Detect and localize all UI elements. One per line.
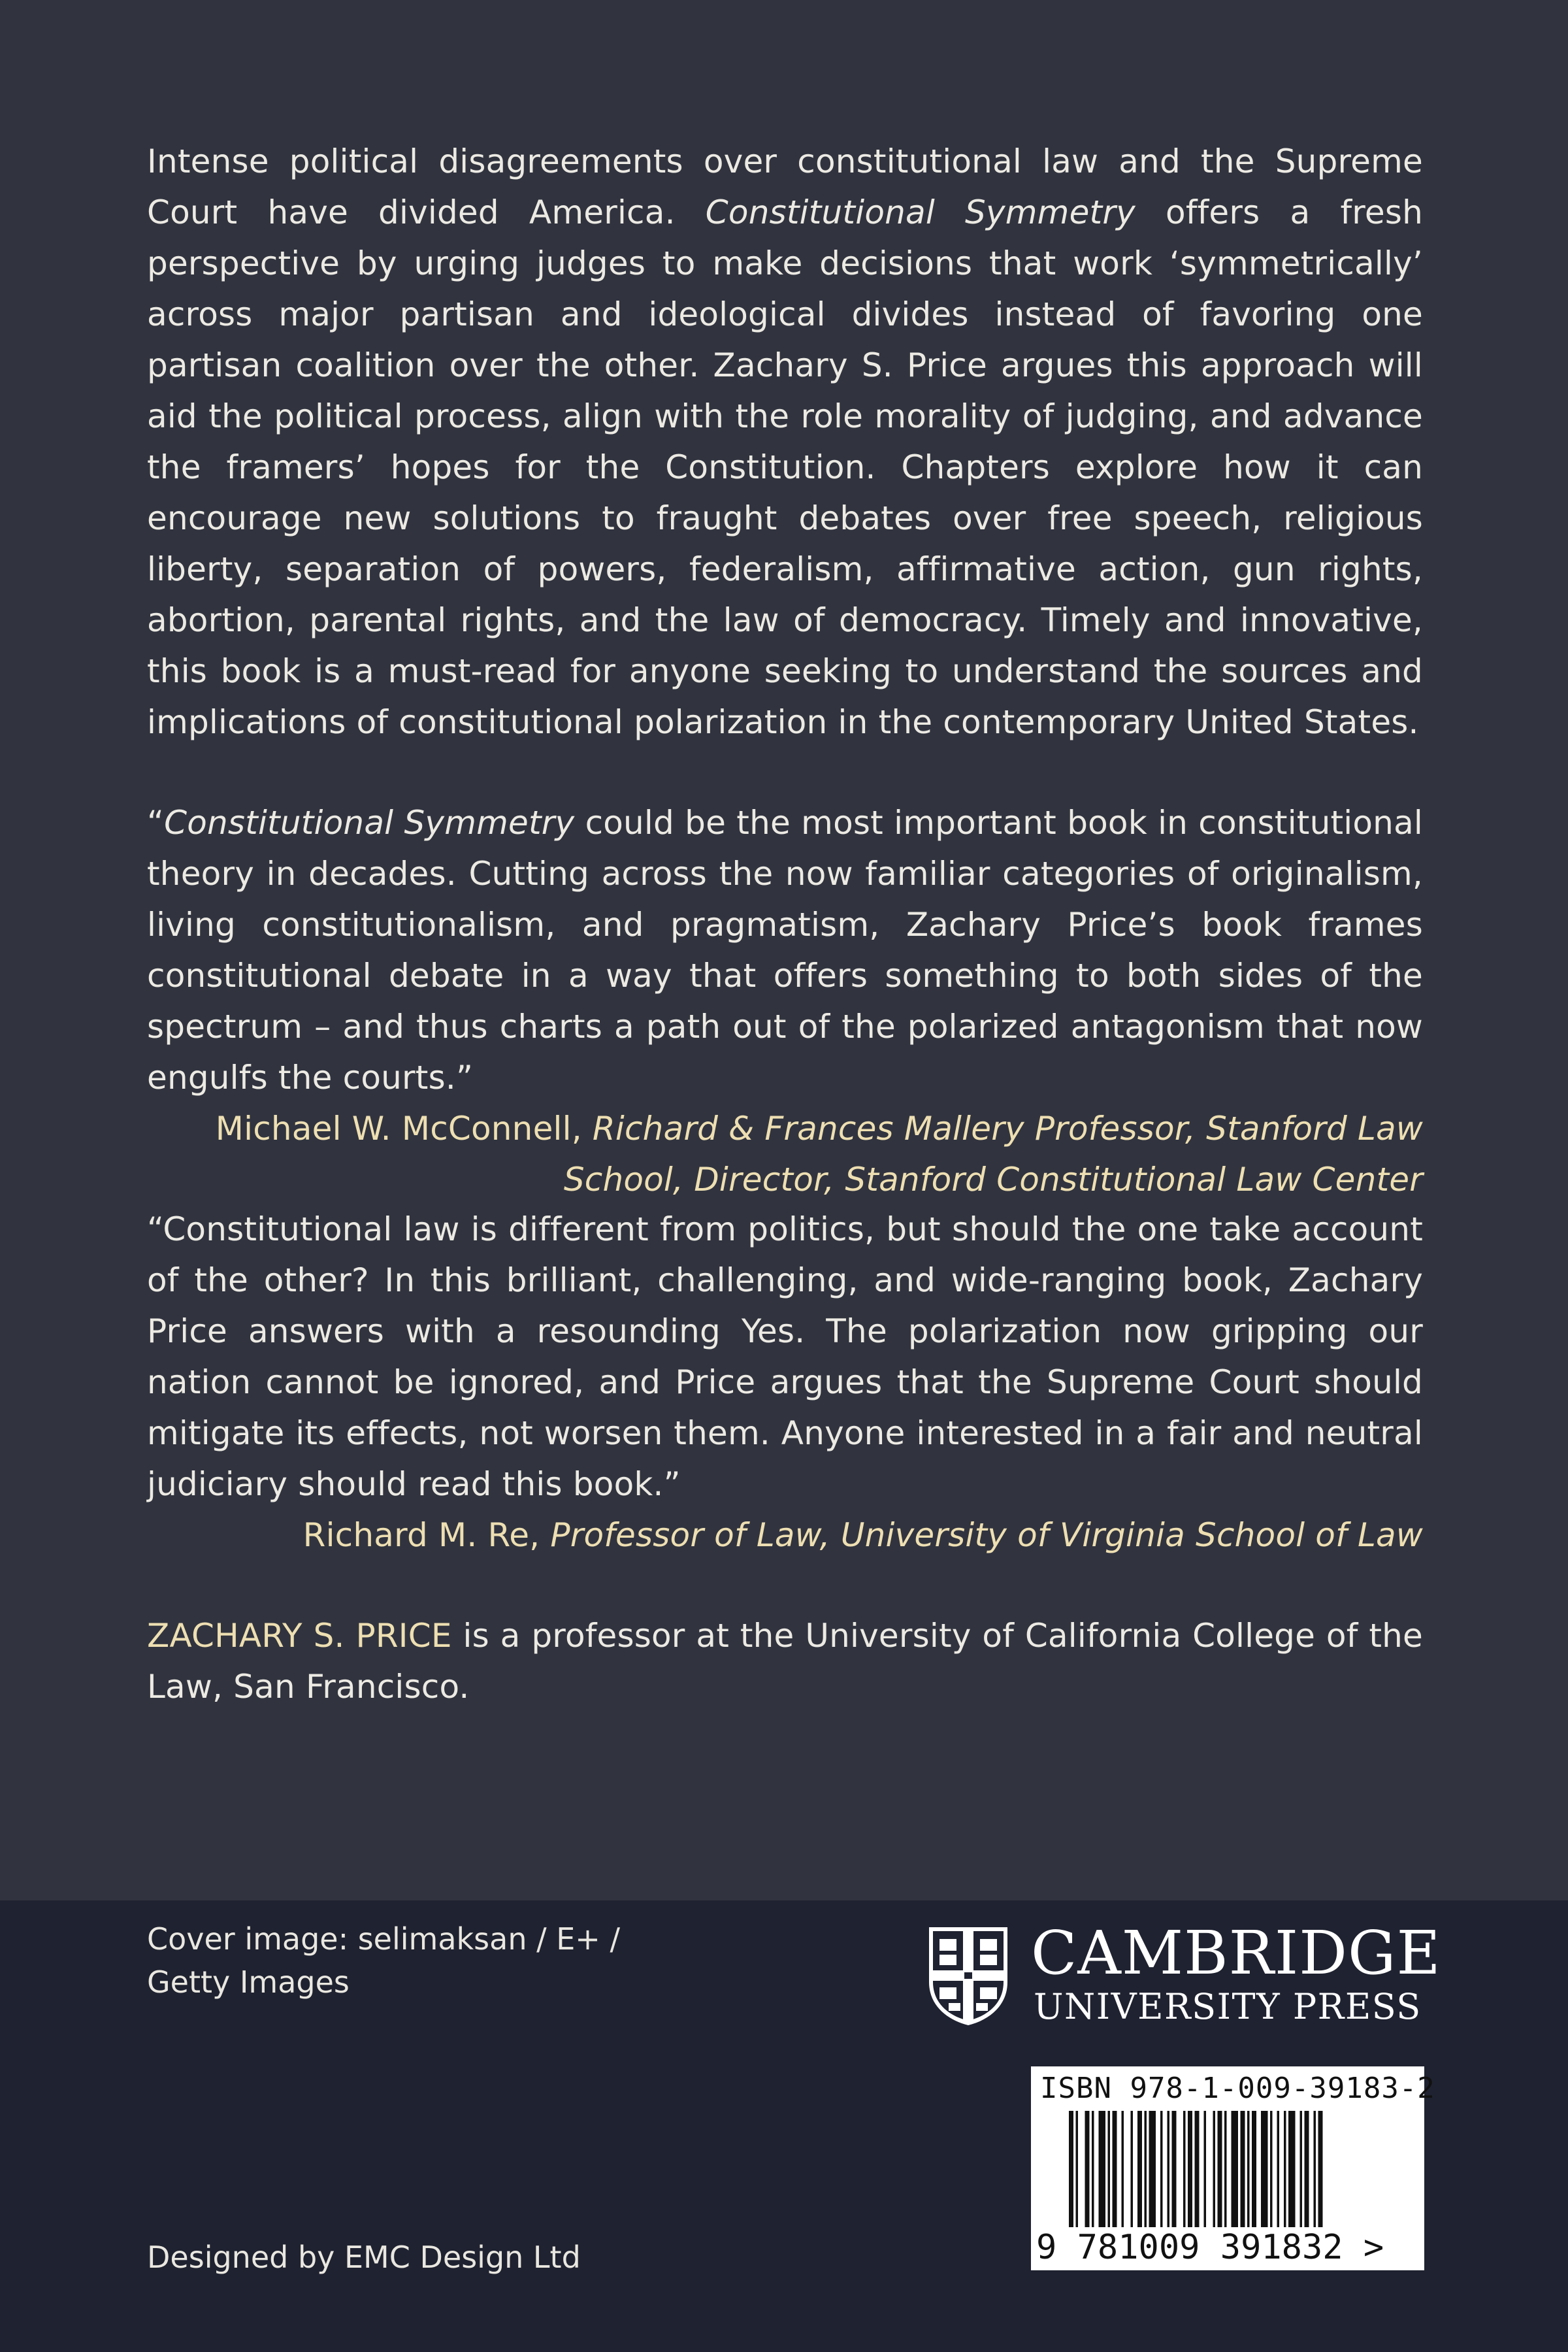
bio-author-name: ZACHARY S. PRICE xyxy=(147,1617,452,1655)
isbn-label: ISBN 978-1-009-39183-2 xyxy=(1040,2072,1435,2105)
quote1-author: Michael W. McConnell, xyxy=(215,1110,582,1148)
cambridge-university-press-logo xyxy=(926,1918,1441,2027)
blurb-book-title: Constitutional Symmetry xyxy=(705,193,1135,231)
isbn-barcode xyxy=(1031,2066,1435,2270)
quote2-text: “Constitutional law is different from politics, but should the one take account of the other? In this brilliant, challenging, and wide-ranging book, Zachary Price answers with a resounding Yes. The polarization now gripping our nation cannot be ignored, and Price argues that the Supreme Court should mitigate its effects, not worsen them. Anyone interested in a fair and neutral judiciary should read this book.” xyxy=(147,1210,1423,1503)
quote1-author-title: Richard & Frances Mallery Professor, Stanford Law School, Director, Stanford Constitutional Law Center xyxy=(563,1110,1423,1199)
bio-text: is a professor at the University of California College of the Law, San Francisco. xyxy=(147,1617,1424,1706)
quote1-open: “ xyxy=(147,804,165,842)
ean-digits: 9 781009 391832 > xyxy=(1036,2228,1384,2267)
quote1-book-title: Constitutional Symmetry xyxy=(164,804,575,842)
author-bio xyxy=(147,1610,1423,1712)
cover-image-credit: Cover image: selimaksan / E+ / Getty Images xyxy=(147,1921,620,2000)
quote2-author: Richard M. Re, xyxy=(302,1516,540,1554)
book-blurb xyxy=(147,136,1423,748)
quote1-text: could be the most important book in constitutional theory in decades. Cutting across the now familiar categories of originalism, living constitutionalism, and pragmatism, Zachary Price’s book frames constitutional debate in a way that offers something to both sides of the spectrum – and thus charts a path out of the polarized antagonism that now engulfs the courts.” xyxy=(147,804,1424,1097)
blurb-intro: Intense political disagreements over constitutional law and the Supreme Court have divided America. xyxy=(147,142,1423,231)
quote2-attribution xyxy=(147,1510,1423,1561)
quote1-attribution xyxy=(147,1103,1423,1205)
university-crest-icon xyxy=(926,1925,1010,2027)
barcode-bars xyxy=(1069,2111,1396,2227)
endorsement-re xyxy=(147,1204,1423,1561)
designer-credit: Designed by EMC Design Ltd xyxy=(147,2240,581,2275)
quote2-author-title: Professor of Law, University of Virginia School of Law xyxy=(550,1516,1423,1554)
publisher-subtitle: UNIVERSITY PRESS xyxy=(1034,1986,1422,2027)
blurb-body: offers a fresh perspective by urging judges to make decisions that work ‘symmetrically’ across major partisan and ideological divides instead of favoring one partisan coalition over the other. Zachary S. Price argues this approach will aid the political process, align with the role morality of judging, and advance the framers’ hopes for the Constitution. Chapters explore how it can encourage new solutions to fraught debates over free speech, religious liberty, separation of powers, federalism, affirmative action, gun rights, abortion, parental rights, and the law of democracy. Timely and innovative, this book is a must-read for anyone seeking to understand the sources and implications of constitutional polarization in the contemporary United States. xyxy=(147,193,1424,741)
endorsement-mcconnell xyxy=(147,797,1423,1205)
publisher-name: CAMBRIDGE xyxy=(1031,1918,1441,1988)
